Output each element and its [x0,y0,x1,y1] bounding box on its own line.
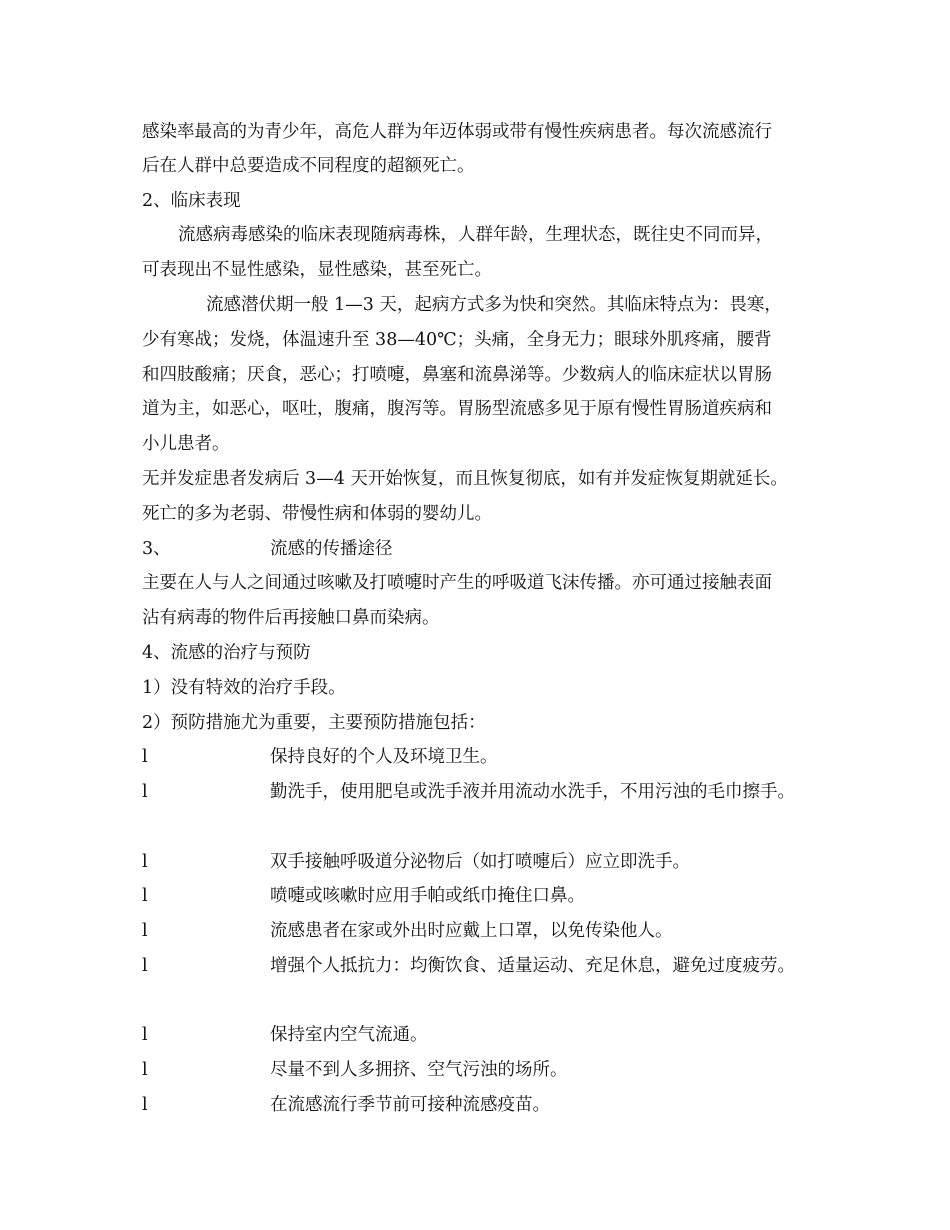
section-2-heading: 2、临床表现 [142,191,241,211]
intro-line-2: 后在人群中总要造成不同程度的超额死亡。 [142,156,475,176]
bullet-marker: l [142,747,148,767]
bullet-text: 保持良好的个人及环境卫生。 [270,747,498,767]
bullet-text: 尽量不到人多拥挤、空气污浊的场所。 [270,1060,568,1080]
section-2-p2-line-2: 少有寒战；发烧，体温速升至 38—40℃；头痛，全身无力；眼球外肌疼痛，腰背 [142,330,772,350]
section-2-p2-line-5: 小儿患者。 [142,434,230,454]
bullet-marker: l [142,956,148,976]
bullet-marker: l [142,1025,148,1045]
bullet-text: 双手接触呼吸道分泌物后（如打喷嚏后）应立即洗手。 [270,852,690,872]
bullet-marker: l [142,852,148,872]
bullet-text: 保持室内空气流通。 [270,1025,428,1045]
section-2-p1-line-1: 流感病毒感染的临床表现随病毒株，人群年龄，生理状态，既往史不同而异， [178,225,773,245]
section-3-number: 3、 [142,539,171,559]
bullet-marker: l [142,1095,148,1115]
section-4-heading: 4、流感的治疗与预防 [142,643,311,663]
bullet-text: 喷嚏或咳嗽时应用手帕或纸巾掩住口鼻。 [270,886,585,906]
section-2-p1-line-2: 可表现出不显性感染，显性感染，甚至死亡。 [142,260,492,280]
bullet-text: 勤洗手，使用肥皂或洗手液并用流动水洗手，不用污浊的毛巾擦手。 [270,782,795,802]
bullet-marker: l [142,921,148,941]
section-2-p3-line-1: 无并发症患者发病后 3—4 天开始恢复，而且恢复彻底，如有并发症恢复期就延长。 [142,469,788,489]
section-2-p2-line-4: 道为主，如恶心，呕吐，腹痛，腹泻等。胃肠型流感多见于原有慢性胃肠道疾病和 [142,399,772,419]
intro-line-1: 感染率最高的为青少年，高危人群为年迈体弱或带有慢性疾病患者。每次流感流行 [142,122,772,142]
section-3-title: 流感的传播途径 [270,539,393,559]
section-2-p3-line-2: 死亡的多为老弱、带慢性病和体弱的婴幼儿。 [142,504,492,524]
bullet-text: 流感患者在家或外出时应戴上口罩，以免传染他人。 [270,921,673,941]
section-2-p2-line-3: 和四肢酸痛；厌食，恶心；打喷嚏，鼻塞和流鼻涕等。少数病人的临床症状以胃肠 [142,365,772,385]
section-3-line-2: 沾有病毒的物件后再接触口鼻而染病。 [142,608,440,628]
bullet-marker: l [142,886,148,906]
section-2-p2-line-1: 流感潜伏期一般 1—3 天，起病方式多为快和突然。其临床特点为：畏寒， [206,295,782,315]
bullet-text: 在流感流行季节前可接种流感疫苗。 [270,1095,550,1115]
bullet-marker: l [142,1060,148,1080]
bullet-text: 增强个人抵抗力：均衡饮食、适量运动、充足休息，避免过度疲劳。 [270,956,795,976]
bullet-marker: l [142,782,148,802]
section-4-item-1: 1）没有特效的治疗手段。 [142,678,346,698]
section-3-line-1: 主要在人与人之间通过咳嗽及打喷嚏时产生的呼吸道飞沫传播。亦可通过接触表面 [142,573,772,593]
section-4-item-2: 2）预防措施尤为重要，主要预防措施包括： [142,713,486,733]
